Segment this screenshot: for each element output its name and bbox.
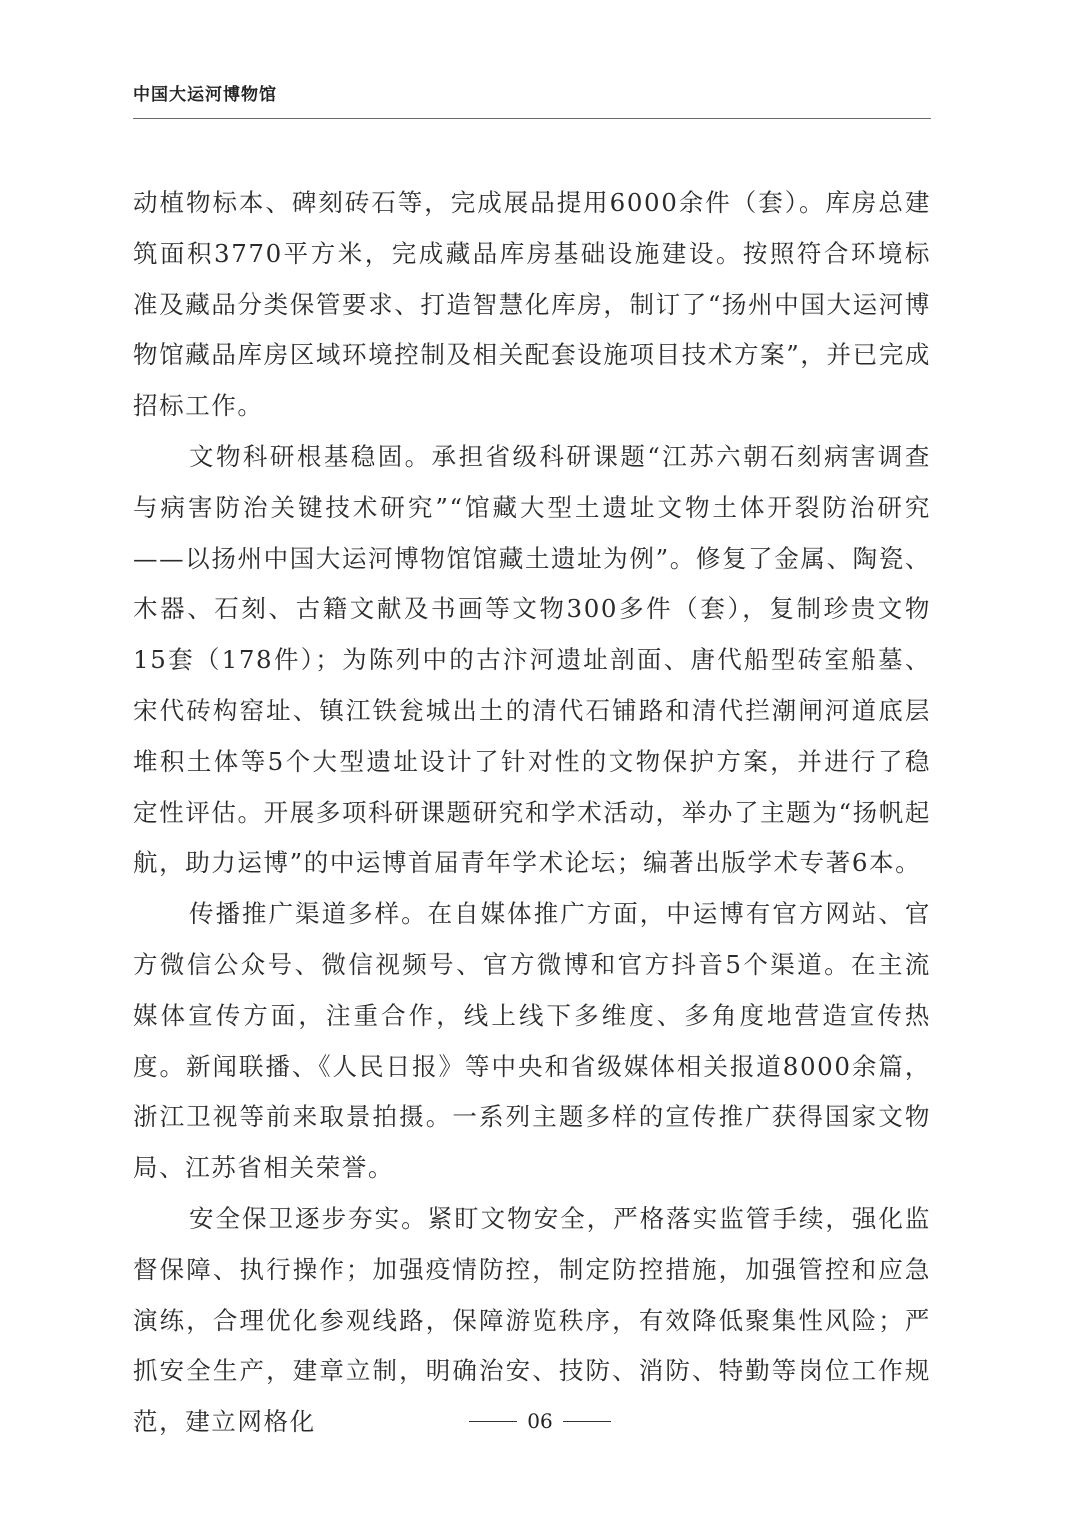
paragraph-promotion: 传播推广渠道多样。在自媒体推广方面，中运博有官方网站、官方微信公众号、微信视频号、官方微博和官方抖音5个渠道。在主流媒体宣传方面，注重合作，线上线下多维度、多角度地营造宣传热度。新闻联播、《人民日报》等中央和省级媒体相关报道8000余篇，浙江卫视等前来取景拍摄。一系列主题多样的宣传推广获得国家文物局、江苏省相关荣誉。 <box>133 899 931 1183</box>
page-header <box>133 78 931 119</box>
paragraph-storage: 动植物标本、碑刻砖石等，完成展品提用6000余件（套）。库房总建筑面积3770平方米，完成藏品库房基础设施建设。按照符合环境标准及藏品分类保管要求、打造智慧化库房，制订了“扬州中国大运河博物馆藏品库房区域环境控制及相关配套设施项目技术方案”，并已完成招标工作。 <box>133 188 931 421</box>
paragraph-security: 安全保卫逐步夯实。紧盯文物安全，严格落实监管手续，强化监督保障、执行操作；加强疫情防控，制定防控措施，加强管控和应急演练，合理优化参观线路，保障游览秩序，有效降低聚集性风险；严抓安全生产，建章立制，明确治安、技防、消防、特勤等岗位工作规范，建立网格化 <box>133 1203 931 1437</box>
page-footer <box>0 1404 1080 1438</box>
footer-rule-right <box>563 1421 611 1422</box>
paragraph-research: 文物科研根基稳固。承担省级科研课题“江苏六朝石刻病害调查与病害防治关键技术研究”“馆藏大型土遗址文物土体开裂防治研究——以扬州中国大运河博物馆馆藏土遗址为例”。修复了金属、陶瓷、木器、石刻、古籍文献及书画等文物300多件（套），复制珍贵文物15套（178件）；为陈列中的古汴河遗址剖面、唐代船型砖室船墓、宋代砖构窑址、镇江铁瓮城出土的清代石铺路和清代拦潮闸河道底层堆积土体等5个大型遗址设计了针对性的文物保护方案，并进行了稳定性评估。开展多项科研课题研究和学术活动，举办了主题为“扬帆起航，助力运博”的中运博首届青年学术论坛；编著出版学术专著6本。 <box>133 441 931 878</box>
header-title: 中国大运河博物馆 <box>133 85 277 105</box>
footer-rule-left <box>469 1421 517 1422</box>
body-text <box>133 178 931 1448</box>
page-number: 06 <box>527 1409 553 1433</box>
